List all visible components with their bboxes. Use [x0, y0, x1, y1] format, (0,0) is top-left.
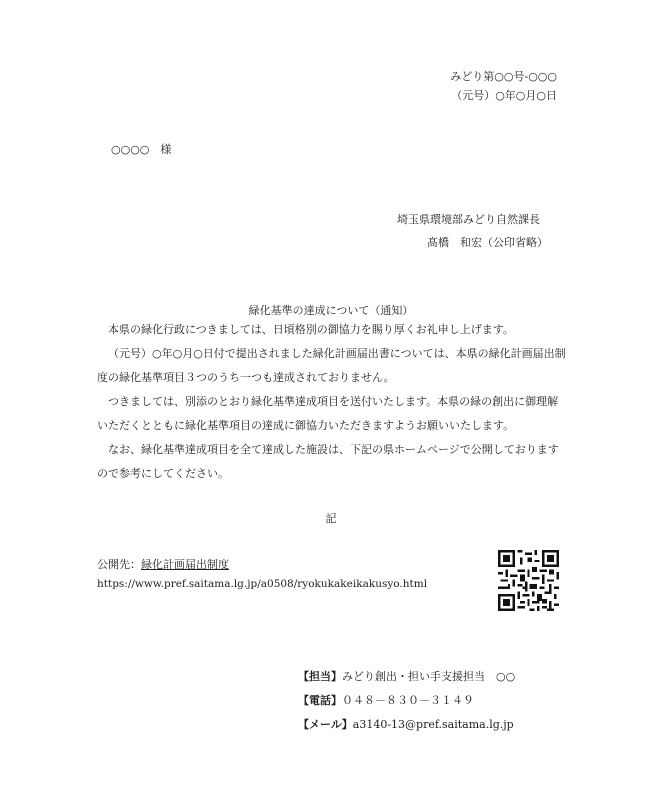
doc-date: （元号）○年○月○日 — [451, 89, 557, 102]
doc-number: みどり第○○号-○○○ — [450, 70, 557, 83]
sender-department: 埼玉県環境部みどり自然課長 — [397, 213, 540, 226]
publication-link[interactable]: 緑化計画届出制度 — [141, 558, 229, 571]
phone-value: ０４８－８３０－３１４９ — [342, 694, 474, 707]
ki-heading: 記 — [325, 512, 337, 525]
paragraph-4: なお、緑化基準達成項目を全て達成した施設は、下記の県ホームページで公開しておりますので参考にしてください。 — [97, 443, 559, 480]
mail-value[interactable]: a3140-13@pref.saitama.lg.jp — [352, 718, 514, 731]
contact-mail — [298, 716, 514, 732]
recipient: ○○○○ 様 — [111, 143, 172, 156]
paragraph-2: （元号）○年○月○日付で提出されました緑化計画届出書については、本県の緑化計画届出制度の緑化基準項目３つのうち一つも達成されておりません。 — [97, 347, 566, 384]
tantou-value: みどり創出・担い手支援担当 ○○ — [342, 670, 516, 683]
phone-label: 【電話】 — [298, 694, 342, 707]
publication-url[interactable]: https://www.pref.saitama.lg.jp/a0508/ryokukakeikakusyo.html — [97, 578, 428, 590]
qr-code-icon — [498, 550, 559, 611]
paragraph-1: 本県の緑化行政につきましては、日頃格別の御協力を賜り厚くお礼申し上げます。 — [108, 323, 514, 336]
document-title: 緑化基準の達成について（通知） — [248, 304, 414, 317]
sender-name: 髙橋 和宏（公印省略） — [427, 236, 548, 249]
mail-label: 【メール】 — [298, 718, 353, 731]
publication-label: 公開先： — [97, 558, 141, 571]
tantou-label: 【担当】 — [298, 670, 342, 683]
publication-line — [97, 556, 229, 572]
contact-phone — [298, 692, 474, 708]
paragraph-3: つきましては、別添のとおり緑化基準達成項目を送付いたします。本県の緑の創出に御理解いただくとともに緑化基準項目の達成に御協力いただきますようお願いいたします。 — [97, 395, 559, 432]
contact-tantou — [298, 668, 515, 684]
